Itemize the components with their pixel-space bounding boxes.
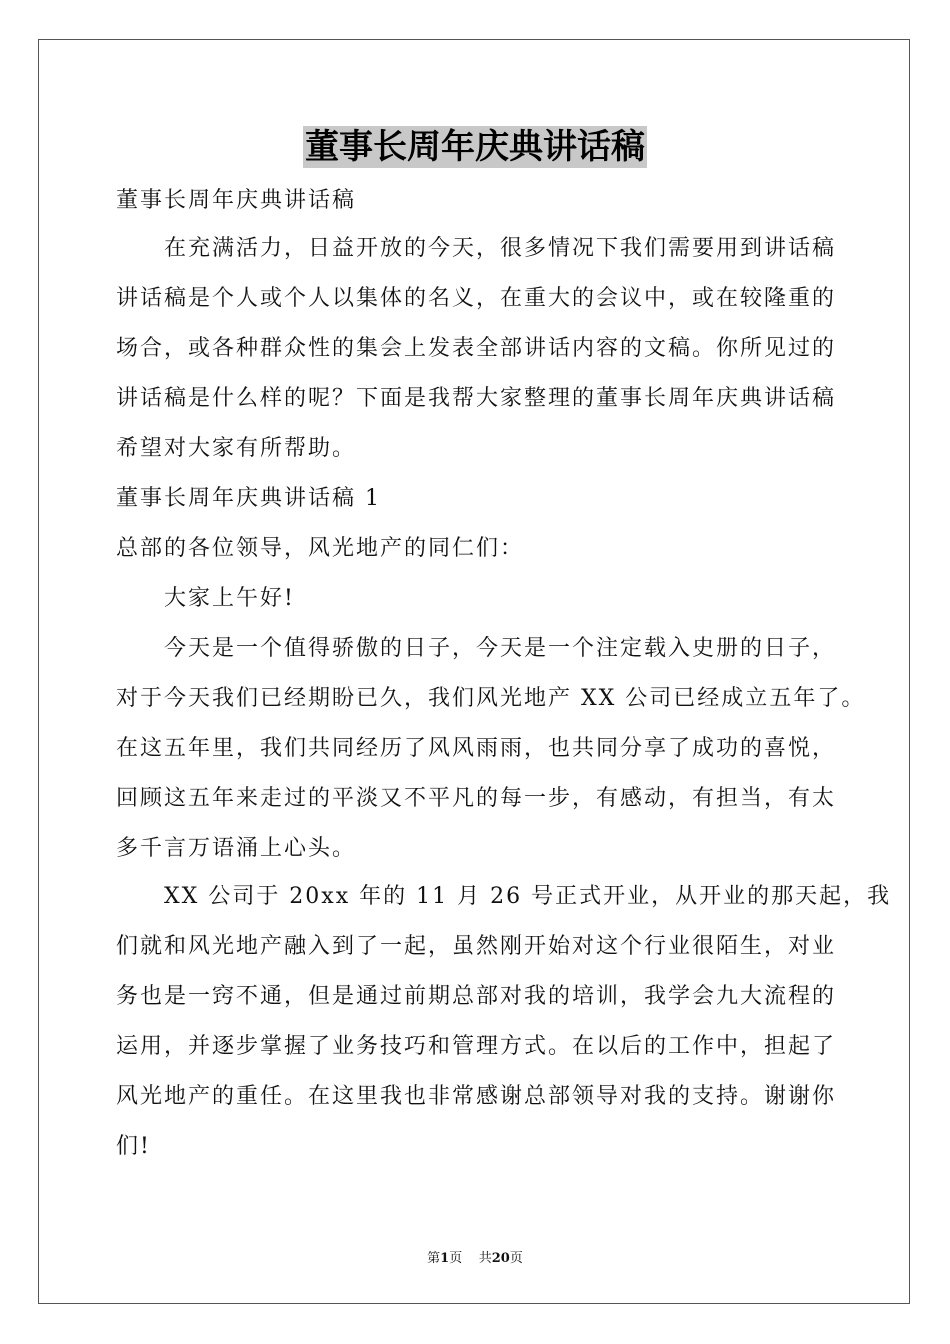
paragraph-line: 希望对大家有所帮助。 (116, 436, 357, 461)
paragraph-line: XX 公司于 20xx 年的 11 月 26 号正式开业，从开业的那天起，我 (164, 884, 892, 909)
paragraph-line: 们! (116, 1134, 151, 1159)
title-container (0, 126, 950, 168)
total-suffix: 页 (509, 1251, 523, 1266)
paragraph-line: 讲话稿是个人或个人以集体的名义，在重大的会议中，或在较隆重的 (116, 286, 837, 311)
paragraph-line: 运用，并逐步掌握了业务技巧和管理方式。在以后的工作中，担起了 (116, 1034, 837, 1059)
page-number: 1 (440, 1251, 450, 1266)
page-footer (0, 1247, 950, 1266)
document-title: 董事长周年庆典讲话稿 (305, 127, 645, 167)
paragraph-line: 们就和风光地产融入到了一起，虽然刚开始对这个行业很陌生，对业 (116, 934, 837, 959)
paragraph-line: 多千言万语涌上心头。 (116, 836, 357, 861)
paragraph-line: 讲话稿是什么样的呢？下面是我帮大家整理的董事长周年庆典讲话稿 (116, 386, 837, 411)
paragraph-line: 回顾这五年来走过的平淡又不平凡的每一步，有感动，有担当，有太 (116, 786, 837, 811)
page-prefix: 第 (427, 1251, 441, 1266)
salutation-line: 总部的各位领导，风光地产的同仁们： (116, 536, 525, 561)
paragraph-line: 今天是一个值得骄傲的日子，今天是一个注定载入史册的日子， (164, 636, 837, 661)
page-suffix: 页 (449, 1251, 463, 1266)
paragraph-line: 在这五年里，我们共同经历了风风雨雨，也共同分享了成功的喜悦， (116, 736, 837, 761)
subtitle-line: 董事长周年庆典讲话稿 (116, 188, 357, 213)
paragraph-line: 对于今天我们已经期盼已久，我们风光地产 XX 公司已经成立五年了。 (116, 686, 866, 711)
total-prefix: 共 (478, 1251, 492, 1266)
total-pages: 20 (491, 1251, 510, 1266)
page-border (38, 39, 910, 1304)
paragraph-line: 在充满活力，日益开放的今天，很多情况下我们需要用到讲话稿 (164, 236, 837, 261)
paragraph-line: 风光地产的重任。在这里我也非常感谢总部领导对我的支持。谢谢你 (116, 1084, 837, 1109)
greeting-line: 大家上午好! (164, 586, 295, 611)
paragraph-line: 务也是一窍不通，但是通过前期总部对我的培训，我学会九大流程的 (116, 984, 837, 1009)
paragraph-line: 场合，或各种群众性的集会上发表全部讲话内容的文稿。你所见过的 (116, 336, 837, 361)
section-heading: 董事长周年庆典讲话稿 1 (116, 486, 381, 511)
